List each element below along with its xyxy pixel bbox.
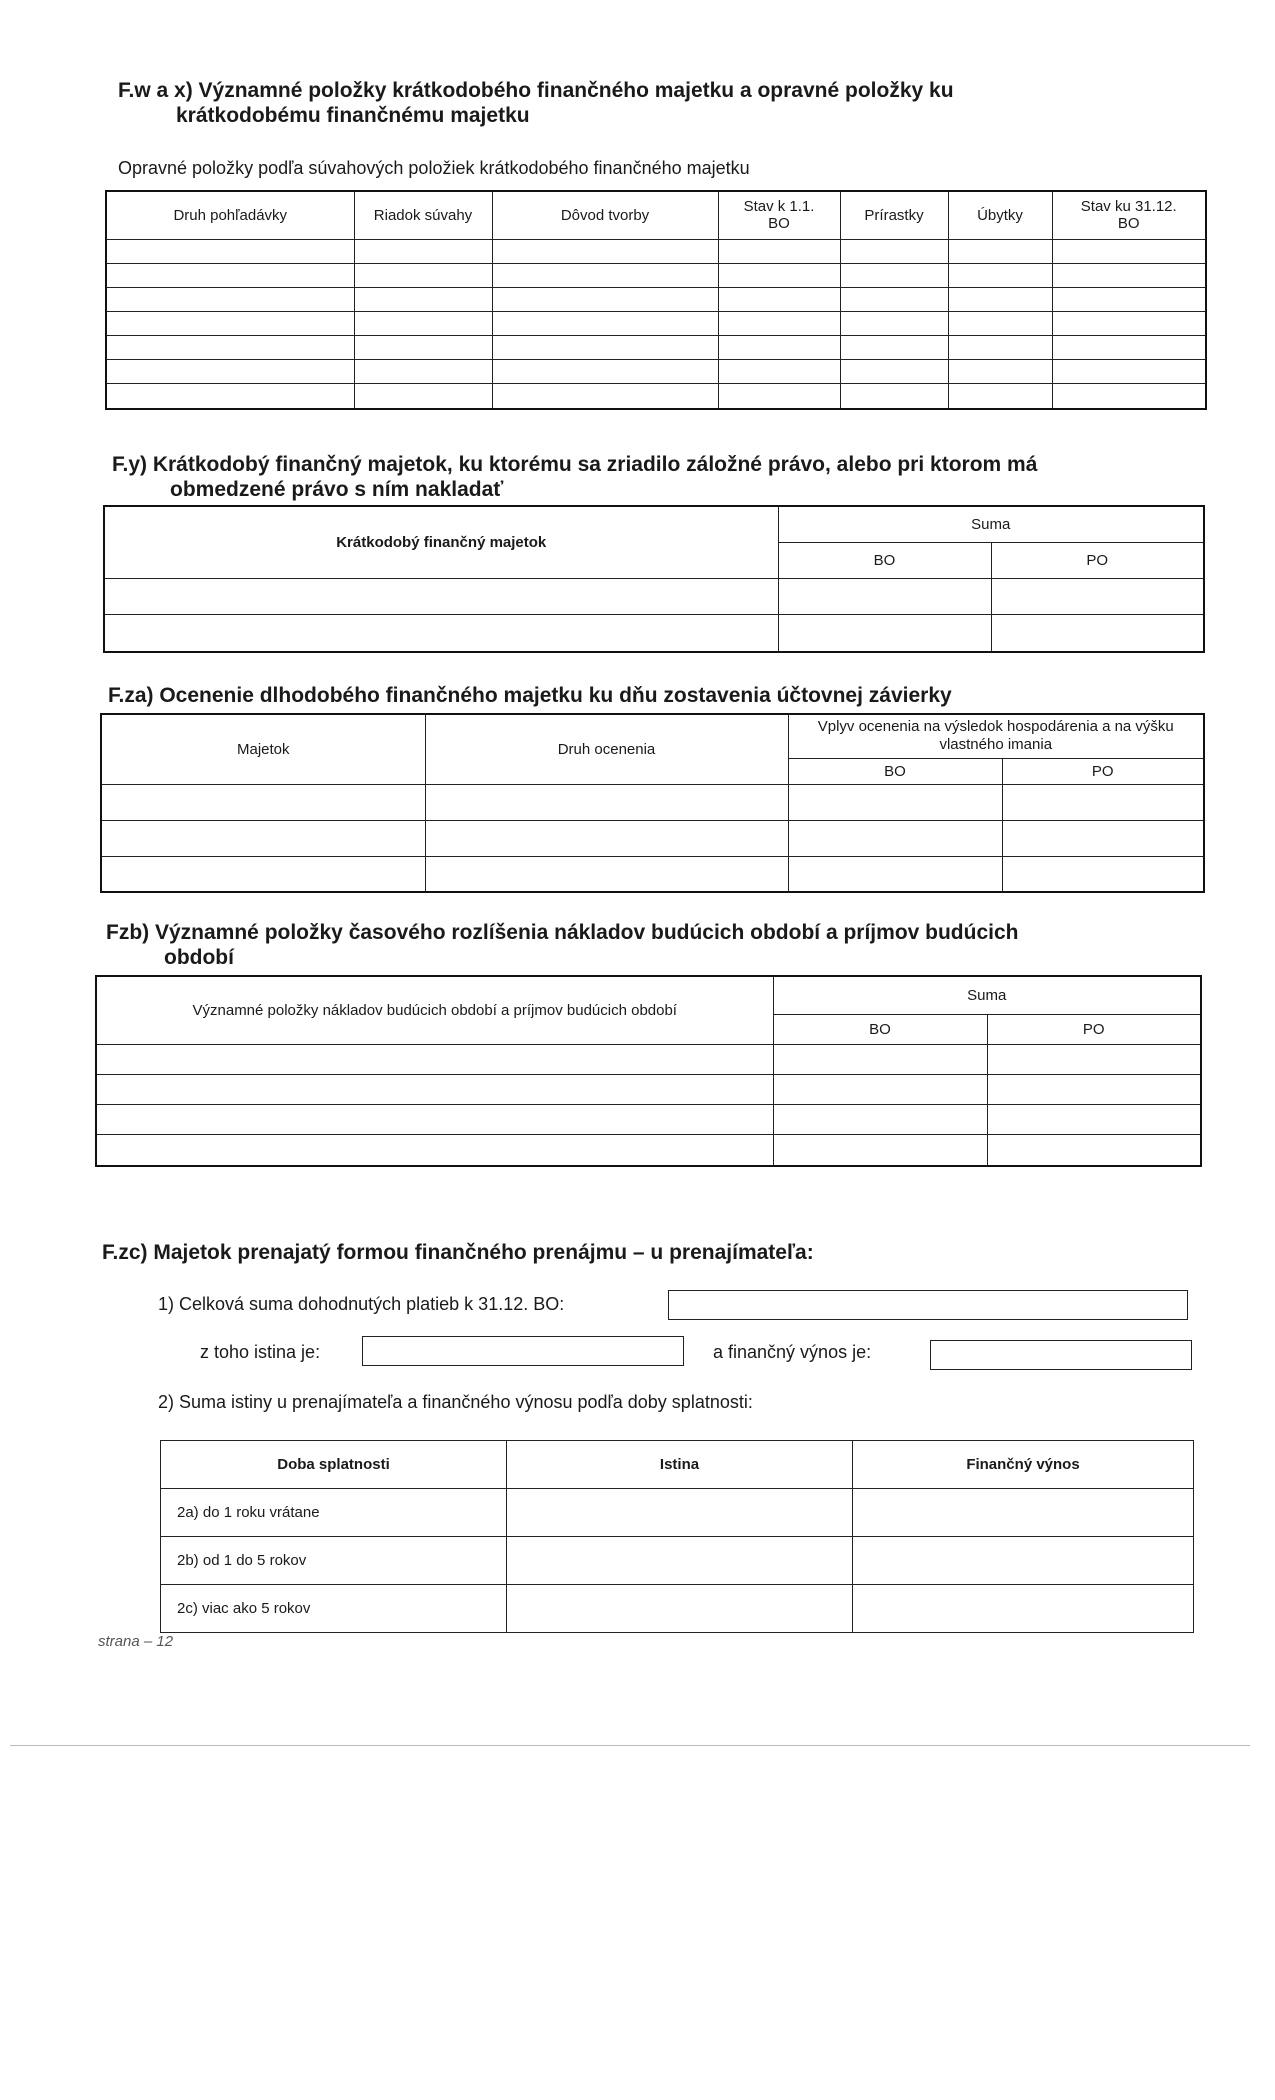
- table-row: [104, 578, 1204, 614]
- table-row: [106, 263, 1206, 287]
- col-riadok-suvahy: Riadok súvahy: [354, 191, 492, 239]
- section-fzb-title-line2: období: [164, 946, 234, 969]
- col-financny-vynos: Finančný výnos: [853, 1441, 1194, 1489]
- table-row: [106, 311, 1206, 335]
- fzc-item1-label: 1) Celková suma dohodnutých platieb k 31.12. BO:: [158, 1294, 565, 1314]
- financny-vynos-field[interactable]: [930, 1340, 1192, 1370]
- table-fzb-header-row1: [96, 976, 1201, 1014]
- section-fwx-title-line1: F.w a x) Významné položky krátkodobého finančného majetku a opravné položky ku: [118, 79, 954, 102]
- col-po: PO: [987, 1014, 1201, 1044]
- col-vyznamne-polozky: Významné položky nákladov budúcich období a príjmov budúcich období: [96, 976, 773, 1044]
- col-bo: BO: [778, 542, 991, 578]
- table-row: [161, 1537, 1194, 1585]
- table-row: [101, 784, 1204, 820]
- col-po: PO: [1002, 758, 1204, 784]
- col-stav-ku-31-12-bo: BO: [1117, 215, 1140, 233]
- section-fy-title-line2: obmedzené právo s ním nakladať: [170, 478, 504, 501]
- col-bo: BO: [773, 1014, 987, 1044]
- table-row: [161, 1489, 1194, 1537]
- row-label-2c: 2c) viac ako 5 rokov: [161, 1585, 507, 1633]
- table-fza-header-row1: [101, 714, 1204, 758]
- col-stav-k-1-1: [718, 191, 840, 239]
- col-stav-ku-31-12-label: Stav ku 31.12.: [1080, 198, 1177, 216]
- table-row: [96, 1134, 1201, 1166]
- istina-label: z toho istina je:: [200, 1342, 321, 1362]
- section-fwx-title: [118, 78, 954, 128]
- table-fwx-header: [106, 191, 1206, 239]
- table-row: [106, 239, 1206, 263]
- table-row: [106, 287, 1206, 311]
- page-bottom-rule: [10, 1745, 1250, 1746]
- vynos-label: a finančný výnos je:: [713, 1342, 872, 1362]
- col-stav-k-1-1-label: Stav k 1.1.: [743, 198, 815, 216]
- table-row: [104, 614, 1204, 652]
- celkova-suma-field[interactable]: [668, 1290, 1188, 1320]
- table-fzc: [160, 1440, 1194, 1633]
- col-stav-ku-31-12: [1052, 191, 1206, 239]
- col-suma: Suma: [778, 506, 1204, 542]
- col-istina: Istina: [507, 1441, 853, 1489]
- table-fzb: [95, 975, 1202, 1167]
- col-dovod-tvorby: Dôvod tvorby: [492, 191, 718, 239]
- table-fwx: [105, 190, 1207, 410]
- col-ubytky: Úbytky: [948, 191, 1052, 239]
- table-fzc-header: [161, 1441, 1194, 1489]
- fzc-item2-label: 2) Suma istiny u prenajímateľa a finančného výnosu podľa doby splatnosti:: [158, 1392, 753, 1412]
- section-fwx-subtitle: Opravné položky podľa súvahových položiek krátkodobého finančného majetku: [118, 158, 750, 178]
- col-kratkodoby-financny-majetok: Krátkodobý finančný majetok: [104, 506, 778, 578]
- table-row: [96, 1104, 1201, 1134]
- section-fwx-title-line2: krátkodobému finančnému majetku: [176, 104, 530, 127]
- table-row: [106, 383, 1206, 409]
- table-row: [101, 856, 1204, 892]
- col-druh-pohladavky: Druh pohľadávky: [106, 191, 354, 239]
- page-number: strana – 12: [98, 1633, 174, 1650]
- col-bo: BO: [788, 758, 1002, 784]
- col-doba-splatnosti: Doba splatnosti: [161, 1441, 507, 1489]
- col-prirastky: Prírastky: [840, 191, 948, 239]
- table-fy: [103, 505, 1205, 653]
- row-label-2a: 2a) do 1 roku vrátane: [161, 1489, 507, 1537]
- table-row: [101, 820, 1204, 856]
- table-row: [96, 1074, 1201, 1104]
- col-stav-k-1-1-bo: BO: [768, 215, 790, 233]
- section-fza-title: F.za) Ocenenie dlhodobého finančného majetku ku dňu zostavenia účtovnej závierky: [108, 684, 952, 707]
- col-po: PO: [991, 542, 1204, 578]
- row-label-2b: 2b) od 1 do 5 rokov: [161, 1537, 507, 1585]
- table-row: [161, 1585, 1194, 1633]
- col-vplyv-ocenenia: Vplyv ocenenia na výsledok hospodárenia a na výšku vlastného imania: [788, 714, 1204, 758]
- table-row: [106, 335, 1206, 359]
- col-suma: Suma: [773, 976, 1201, 1014]
- col-druh-ocenenia: Druh ocenenia: [425, 714, 788, 784]
- table-row: [106, 359, 1206, 383]
- table-fza: [100, 713, 1205, 893]
- section-fy-title-line1: F.y) Krátkodobý finančný majetok, ku ktorému sa zriadilo záložné právo, alebo pri ktorom má: [112, 453, 1038, 476]
- section-fzb-title-line1: Fzb) Významné položky časového rozlíšenia nákladov budúcich období a príjmov budúcich: [106, 921, 1019, 944]
- section-fy-title: [112, 452, 1037, 502]
- table-fy-header-row1: [104, 506, 1204, 542]
- section-fzc-title: F.zc) Majetok prenajatý formou finančného prenájmu – u prenajímateľa:: [102, 1241, 814, 1264]
- section-fzb-title: [106, 920, 1019, 970]
- table-row: [96, 1044, 1201, 1074]
- col-majetok: Majetok: [101, 714, 425, 784]
- istina-field[interactable]: [362, 1336, 684, 1366]
